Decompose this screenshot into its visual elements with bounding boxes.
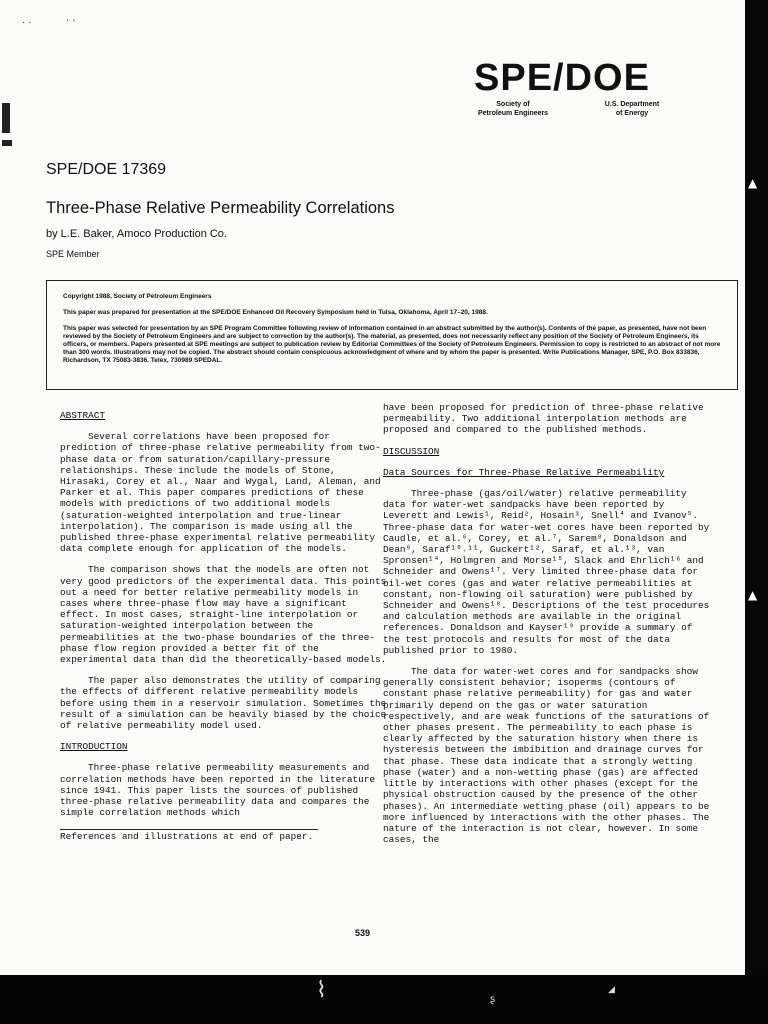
continued-paragraph: have been proposed for prediction of three-phase relative permeability. Two additional interpolation methods are proposed and compared to the published methods. <box>383 402 704 436</box>
department-label: U.S. Department of Energy <box>604 101 660 117</box>
scan-arrow-mark <box>2 140 12 146</box>
abstract-paragraph: Several correlations have been proposed for prediction of three-phase relative permeability from two-phase data or from saturation/capillary-pressure relationships. These include the models of Stone, Hirasaki, Corey et al., Naar and Wygal, Land, Aleman, and Parker et al. This paper compares predictions of these models with predictions of two additional models (saturation-weighted interpolation and true-linear interpolation). The comparison is made using all the published three-phase experimental relative permeability data complete enough for application of the models. <box>60 431 381 555</box>
left-column <box>60 400 390 842</box>
abstract-heading: ABSTRACT <box>60 410 106 421</box>
scan-speck: ʂ <box>490 994 496 1005</box>
data-sources-paragraph: The data for water-wet cores and for sandpacks show generally consistent behavior; isoperms (contours of constant phase relative permeability) for gas and water primarily depend on the gas or water saturation respectively, and are weak functions of the saturations of other phases present. The permeability to each phase is clearly affected by the saturation history when there is hysteresis between the imbibition and drainage curves for that phase. These data indicate that a strongly wetting phase (water) and a non-wetting phase (gas) are affected little by interactions with other phases (except for the physical obstruction caused by the presence of the other phases). An intermediate wetting phase (oil) appears to be more influenced by interactions with the other phases. The nature of the interaction is not clear, however. In some cases, the <box>383 666 710 846</box>
footnote: References and illustrations at end of paper. <box>60 829 318 842</box>
right-column <box>383 402 713 855</box>
scan-speck: ▲ <box>748 176 758 190</box>
scan-bottom-border <box>0 975 768 1024</box>
scan-edge-mark <box>2 103 10 133</box>
scan-speck: ▲ <box>748 588 758 602</box>
introduction-heading: INTRODUCTION <box>60 741 128 753</box>
logo-text: SPE/DOE <box>474 57 650 99</box>
scan-speck: ◢ <box>608 985 615 995</box>
page-number: 539 <box>355 928 371 938</box>
society-label: Society of Petroleum Engineers <box>477 101 549 117</box>
selection-paragraph: This paper was selected for presentation by an SPE Program Committee following review of information contained in an abstract submitted by the author(s). Contents of the paper, as presented, have not been reviewed by the Society of Petroleum Engineers and are subject to correction by the author(s). The material, as presented, does not necessarily reflect any position of the Society of Petroleum Engineers, its officers, or members. Papers presented at SPE meetings are subject to publication review by Editorial Committees of the Society of Petroleum Engineers. Permission to copy is restricted to an abstract of not more than 300 words. Illustrations may not be copied. The abstract should contain conspicuous acknowledgment of where and by whom the paper is presented. Write Publications Manager, SPE, P.O. Box 833836, Richardson, TX 75083-3836. Telex, 730989 SPEDAL. <box>63 325 721 364</box>
scan-speck: · · <box>22 18 32 29</box>
abstract-paragraph: The paper also demonstrates the utility of comparing the effects of different relative permeability models before using them in a reservoir simulation. Sometimes the result of a simulation can be heavily biased by the choice of relative permeability model used. <box>60 675 387 732</box>
member-label: SPE Member <box>46 249 100 259</box>
prepared-line: This paper was prepared for presentation at the SPE/DOE Enhanced Oil Recovery Symposium held in Tulsa, Oklahoma, April 17–20, 1988. <box>63 309 488 316</box>
introduction-paragraph: Three-phase relative permeability measurements and correlation methods have been reported in the literature since 1941. This paper lists the sources of published three-phase relative permeability data and compares the simple correlation methods which <box>60 762 376 819</box>
copyright-line: Copyright 1988, Society of Petroleum Engineers <box>63 293 212 300</box>
data-sources-heading: Data Sources for Three-Phase Relative Permeability <box>383 466 665 478</box>
copyright-notice-box <box>46 280 738 390</box>
spe-doe-logo <box>474 57 684 117</box>
data-sources-paragraph: Three-phase (gas/oil/water) relative permeability data for water-wet sandpacks have been reported by Leverett and Lewis¹, Reid², Hosain³, Snell⁴ and Ivanov⁵. Three-phase data for water-wet cores have been reported by Caudle, et al.⁶, Corey, et al.⁷, Sarem⁸, Donaldson and Dean⁹, Saraf¹⁰˒¹¹, Guckert¹², Saraf, et al.¹³, van Spronsen¹⁴, Holmgren and Morse¹⁵, Slack and Ehrlich¹⁶ and Schneider and Owens¹⁷. Very limited three-phase data for oil-wet cores (gas and water relative permeabilities at constant, non-flowing oil saturation) were published by Schneider and Owens¹⁸. Descriptions of the test procedures and calculation methods are available in the original references. Donaldson and Kayser¹⁹ provide a summary of the test protocols and results for most of the data published prior to 1980. <box>383 488 710 656</box>
paper-title: Three-Phase Relative Permeability Correlations <box>46 199 395 217</box>
discussion-heading: DISCUSSION <box>383 445 440 457</box>
author-byline: by L.E. Baker, Amoco Production Co. <box>46 228 227 240</box>
scan-right-border <box>745 0 768 975</box>
paper-number: SPE/DOE 17369 <box>46 161 167 178</box>
abstract-paragraph: The comparison shows that the models are often not very good predictors of the experimental data. This points out a need for better relative permeability models in cases where three-phase flow may have a significant effect. In most cases, straight-line interpolation or saturation-weighted interpolation between the permeabilities at the two-phase boundaries of the three-phase flow region provided a better fit of the experimental data than did the theoretically-based models. <box>60 564 387 666</box>
scan-speck: · · <box>66 16 76 27</box>
scan-speck: ⌇ <box>316 978 327 1003</box>
